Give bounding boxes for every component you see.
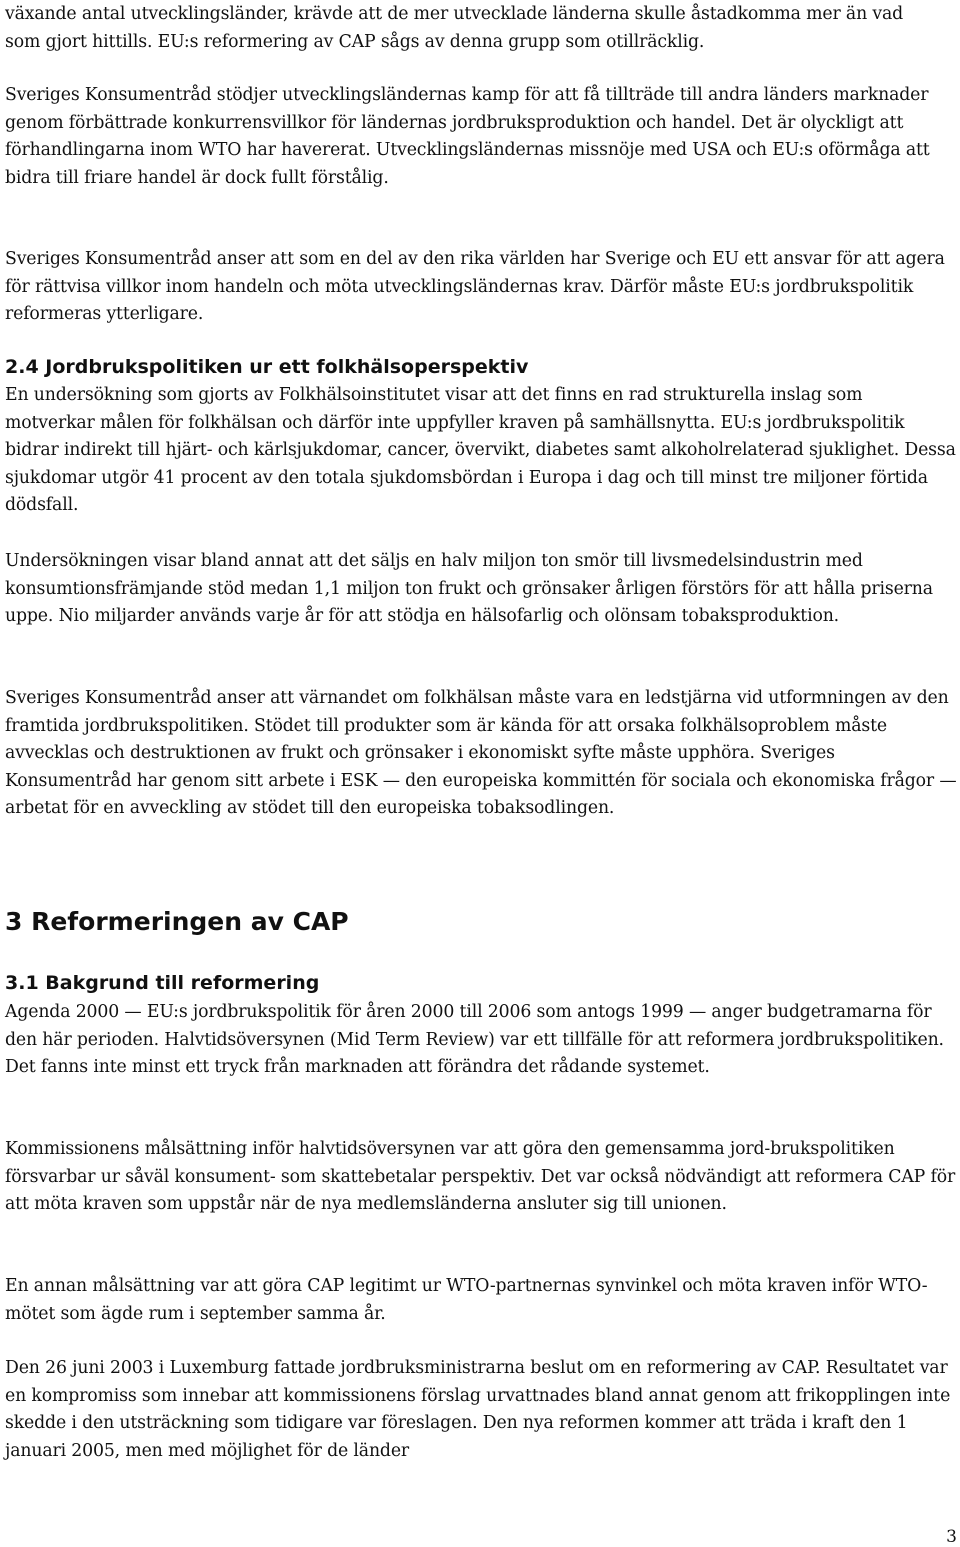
paragraph-luxemburg-beslut: [5, 1355, 957, 1465]
paragraph-text: Den 26 juni 2003 i Luxemburg fattade jordbruksministrarna beslut om en reformering av CAP. Resultatet var en kompromiss som innebar att kommissionens förslag urvattnades bland annat genom att frikopplingen inte skedde i den utsträckning som tidigare var föreslagen. Den nya reformen kommer att träda i kraft den 1 januari 2005, men med möjlighet för de länder: [5, 1358, 951, 1461]
heading-3-1: 3.1 Bakgrund till reformering: [5, 972, 320, 994]
paragraph-folkhalsoinstitutet: [5, 382, 957, 520]
paragraph-text: En undersökning som gjorts av Folkhälsoinstitutet visar att det finns en rad strukturella inslag som motverkar målen för folkhälsan och därför inte uppfyller kraven på samhällsnytta. EU:s jordbrukspolitik bidrar indirekt till hjärt- och kärlsjukdomar, cancer, övervikt, diabetes samt alkoholrelaterad sjuklighet. Dessa sjukdomar utgör 41 procent av den totala sjukdomsbördan i Europa i dag och till minst tre miljoner förtida dödsfall.: [5, 385, 956, 515]
paragraph-undersokningen: [5, 548, 957, 631]
paragraph-wto-partner: [5, 1273, 957, 1328]
page-number: 3: [946, 1527, 957, 1547]
paragraph-wto-intro: [5, 1, 935, 56]
paragraph-text: En annan målsättning var att göra CAP legitimt ur WTO-partnernas synvinkel och möta kraven inför WTO-mötet som ägde rum i september samma år.: [5, 1276, 928, 1324]
paragraph-text: Sveriges Konsumentråd stödjer utvecklingsländernas kamp för att få tillträde till andra länders marknader genom förbättrade konkurrensvillkor för ländernas jordbruksproduktion och handel. Det är olyckligt att förhandlingarna inom WTO har havererat. Utvecklingsländernas missnöje med USA och EU:s oförmåga att bidra till friare handel är dock fullt förstålig.: [5, 85, 930, 188]
paragraph-kommissionens-malsattning: [5, 1136, 957, 1219]
paragraph-text: Sveriges Konsumentråd anser att värnandet om folkhälsan måste vara en ledstjärna vid utformningen av den framtida jordbrukspolitiken. Stödet till produkter som är kända för att orsaka folkhälsoproblem måste avvecklas och destruktionen av frukt och grönsaker i ekonomiskt syfte måste upphöra. Sveriges Konsumentråd har genom sitt arbete i ESK — den europeiska kommittén för sociala och ekonomiska frågor — arbetat för en avveckling av stödet till den europeiska tobaksodlingen.: [5, 688, 957, 818]
paragraph-agenda-2000: [5, 999, 957, 1082]
paragraph-text: Kommissionens målsättning inför halvtidsöversynen var att göra den gemensamma jord-brukspolitiken försvarbar ur såväl konsument- som skattebetalar perspektiv. Det var också nödvändigt att reformera CAP för att möta kraven som uppstår när de nya medlemsländerna ansluter sig till unionen.: [5, 1139, 956, 1214]
heading-2-4: 2.4 Jordbrukspolitiken ur ett folkhälsoperspektiv: [5, 356, 529, 378]
paragraph-text: Sveriges Konsumentråd anser att som en del av den rika världen har Sverige och EU ett ansvar för att agera för rättvisa villkor inom handeln och möta utvecklingsländernas krav. Därför måste EU:s jordbrukspolitik reformeras ytterligare.: [5, 249, 945, 324]
heading-3: 3 Reformeringen av CAP: [5, 907, 349, 936]
paragraph-text: Agenda 2000 — EU:s jordbrukspolitik för åren 2000 till 2006 som antogs 1999 — anger budgetramarna för den här perioden. Halvtidsöversynen (Mid Term Review) var ett tillfälle för att reformera jordbrukspolitiken. Det fanns inte minst ett tryck från marknaden att förändra det rådande systemet.: [5, 1002, 944, 1077]
paragraph-konsumentrad-stodjer: [5, 82, 957, 192]
paragraph-konsumentrad-ansvar: [5, 246, 957, 329]
paragraph-text: växande antal utvecklingsländer, krävde att de mer utvecklade länderna skulle åstadkomma mer än vad som gjort hittills. EU:s reformering av CAP sågs av denna grupp som otillräcklig.: [5, 4, 904, 52]
paragraph-folkhalsan-ledstjarna: [5, 685, 957, 823]
paragraph-text: Undersökningen visar bland annat att det säljs en halv miljon ton smör till livsmedelsindustrin med konsumtionsfrämjande stöd medan 1,1 miljon ton frukt och grönsaker årligen förstörs för att hålla priserna uppe. Nio miljarder används varje år för att stödja en hälsofarlig och olönsam tobaksproduktion.: [5, 551, 933, 626]
